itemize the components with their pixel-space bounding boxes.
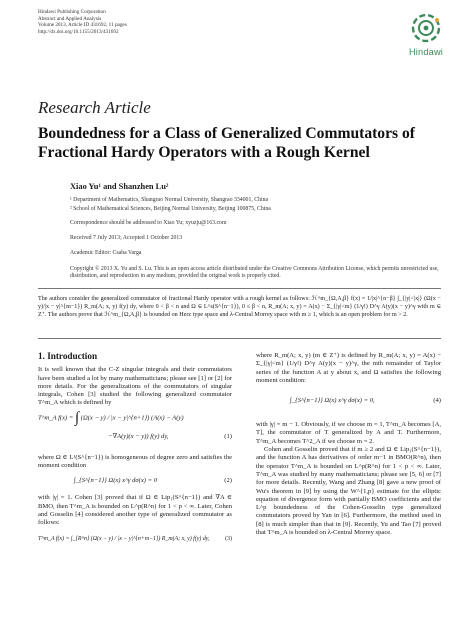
right-column — [256, 352, 441, 537]
publisher-logo — [404, 10, 448, 57]
equation-number: (1) — [224, 432, 232, 440]
equation-1-line-a — [38, 409, 232, 426]
divider — [38, 288, 441, 289]
equation-1-lhs: T^m_A f(x) = — [38, 414, 74, 422]
equation-1-rhs-a: (Ω(x − y) / |x − y|^{n+1}) (A(x) − A(y) — [80, 414, 184, 422]
equation-number: (3) — [225, 535, 232, 542]
paragraph: Cohen and Gosselin proved that if m ≥ 2 and Ω ∈ Lip₁(S^{n−1}), and the function A has derivatives of order m−1 in BMO(R^n), then the operator T^m_A is bounded on L^p(R^n) for 1 < p < ∞. Later, T^m_A was studied by many mathematicians; please see [5, 6] or [7] for more details. Recently, Wang and Zhang [8] gave a new proof of Wu's theorem in [9] by using the W^{1,p} estimate for the elliptic equation of divergence form with partially BMO coefficients and the L^p boundedness of the Cohen-Gosselin type generalized commutators proved by Yan in [6]. Furthermore, the method used in [8] is much simpler than that in [9]. Recently, Yu and Tao [7] proved that T^m_A is bounded on λ-Central Morrey space. — [256, 446, 441, 537]
equation-2-line — [38, 477, 232, 485]
paragraph: It is well known that the C-Z singular integrals and their commutators have been studied a lot by many mathematicians; please see [1] or [2] for more details. For the generalizations of the commutators of singular integrals, Cohen [3] studied the following generalized commutator T^m_A which is defined by — [38, 366, 232, 407]
affiliation-2: ² School of Mathematical Sciences, Beijing Normal University, Beijing 100875, China — [70, 206, 271, 212]
divider — [38, 338, 441, 339]
equation-1-line-b — [38, 433, 232, 441]
equation-1 — [38, 408, 232, 454]
copyright: Copyright © 2013 X. Yu and S. Lu. This is an open access article distributed under the Creative Commons Attribution License, which permits unrestricted use, distribution, and reproduction in any medium, provided the original work is properly cited. — [70, 266, 439, 280]
academic-editor: Academic Editor: Csaba Varga — [70, 250, 142, 256]
equation-3-body: T^m_A f(x) = ∫_{R^n} (Ω(x − y) / |x − y|^{n+m−1}) R_m(A; x, y) f(y) dy, — [38, 535, 210, 542]
equation-number: (4) — [433, 397, 441, 405]
equation-3-line — [38, 535, 232, 543]
equation-4 — [256, 385, 441, 421]
equation-4-line — [256, 397, 441, 405]
header-line: Abstract and Applied Analysis — [38, 15, 102, 22]
section-heading: 1. Introduction — [38, 351, 98, 361]
equation-number: (2) — [224, 477, 232, 485]
authors: Xiao Yu¹ and Shanzhen Lu² — [70, 182, 169, 191]
integral-icon: ∫ — [74, 409, 80, 426]
equation-2-body: ∫_{S^{n−1}} Ω(x) x^γ dσ(x) = 0 — [74, 477, 158, 485]
equation-1-rhs-b: −∇A(y)(x − y)) f(y) dy, — [108, 432, 169, 440]
article-type: Research Article — [38, 98, 151, 117]
abstract: The authors consider the generalized commutator of fractional Hardy operator with a rough kernel as follows: ℋ^m_{Ω,A,β} f(x) = 1/|x|^{n−β} ∫_{|y|<|x|} (Ω(x − y)/|x − y|^{m−1}) R_m(A; x, y) f(y) dy, where 0 < β < n and Ω ∈ L^s(S^{n−1}), 0 ≤ β < n, R_m(A; x, y) = A(x) − Σ_{|γ|<m} (1/γ!) D^γ A(y)(x − y)^γ with m ∈ Z⁺. The authors prove that ℋ^m_{Ω,A,β} is bounded on Herz type space and λ-Central Morrey space with m ≥ 1, which is an open problem for m > 2. — [38, 296, 441, 319]
paragraph: with |γ| = m − 1. Obviously, if we choose m = 1, T^m_A becomes [A, T], the commutator of T generalized by A and T. Furthermore, T^m_A becomes T^2_A if we choose m = 2. — [256, 421, 441, 445]
hindawi-logo-icon — [408, 10, 444, 46]
paper-title: Boundedness for a Class of Generalized Commutators of Fractional Hardy Operators with a Rough Kernel — [38, 125, 415, 161]
correspondence: Correspondence should be addressed to Xiao Yu; xyuzju@163.com — [70, 220, 227, 226]
equation-3 — [38, 528, 232, 554]
journal-header — [38, 9, 127, 35]
logo-wordmark: Hindawi — [408, 47, 444, 57]
equation-4-body: ∫_{S^{n−1}} Ω(x) x^γ dσ(x) = 0, — [290, 397, 375, 405]
left-column — [38, 352, 232, 554]
affiliation-1: ¹ Department of Mathematics, Shangrao Normal University, Shangrao 334001, China — [70, 197, 269, 203]
paragraph: where Ω ∈ L¹(S^{n−1}) is homogeneous of degree zero and satisfies the moment condition — [38, 453, 232, 470]
equation-2 — [38, 470, 232, 494]
dates: Received 7 July 2013; Accepted 1 October 2013 — [70, 235, 183, 241]
header-line: Hindawi Publishing Corporation — [38, 9, 106, 15]
header-line: Volume 2013, Article ID 431692, 11 pages — [38, 22, 127, 29]
paragraph: where R_m(A; x, y) (m ∈ Z⁺) is defined by R_m(A; x, y) = A(x) − Σ_{|γ|<m} (1/γ!) D^γ A(y)(x − y)^γ, the mth remainder of Taylor series of the function A at y about x, and Ω satisfies the following moment condition: — [256, 352, 441, 384]
header-line: http://dx.doi.org/10.1155/2013/431692 — [38, 28, 119, 35]
paragraph: with |γ| = 1. Cohen [3] proved that if Ω ∈ Lip₁(S^{n−1}) and ∇A ∈ BMO, then T^m_A is bounded on L^p(R^n) for 1 < p < ∞. Later, Cohen and Gosselin [4] considered another type of generalized commutator as follows: — [38, 494, 232, 527]
